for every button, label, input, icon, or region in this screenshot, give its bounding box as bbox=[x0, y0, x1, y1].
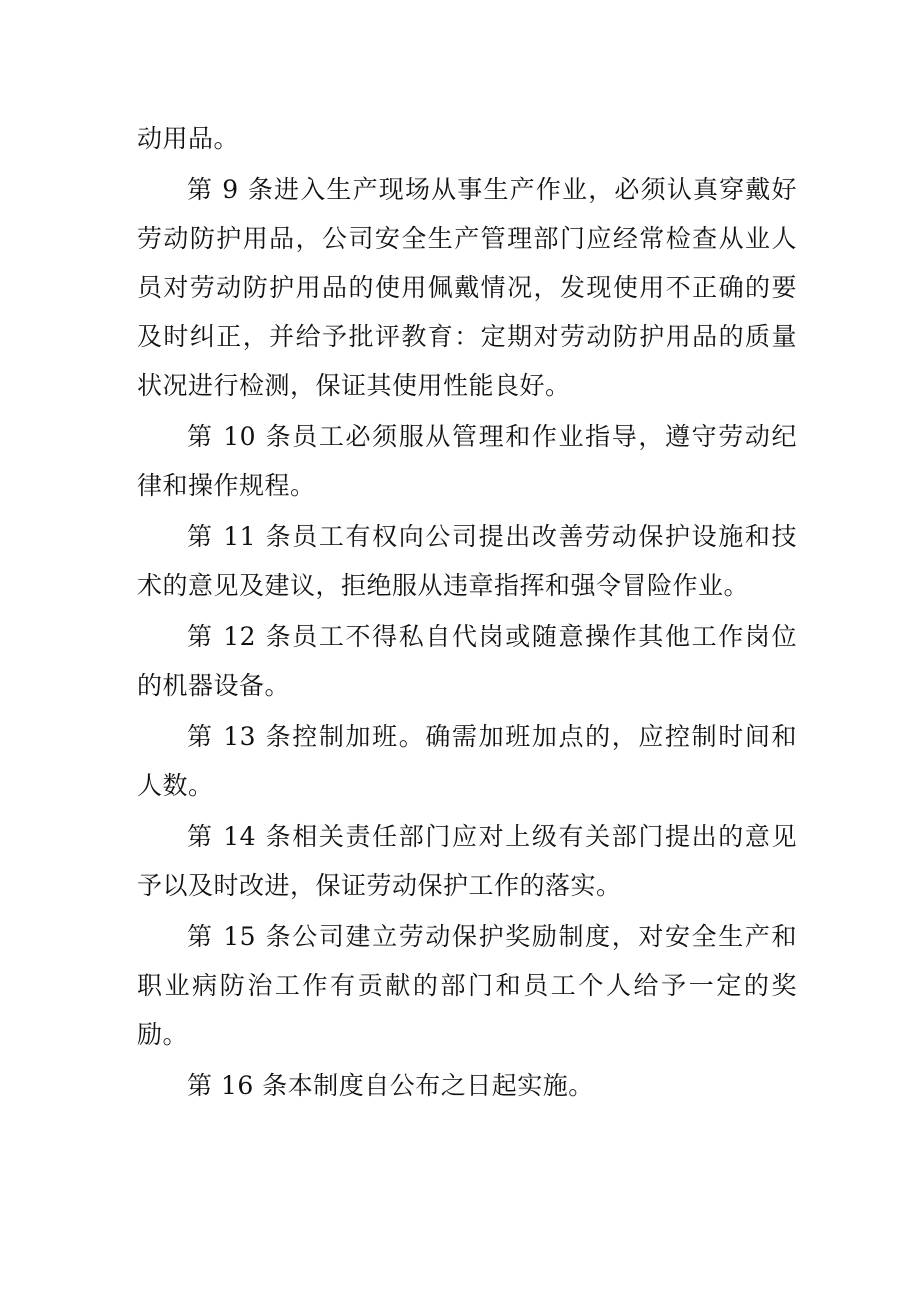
article-16: 第 16 条本制度自公布之日起实施。 bbox=[187, 1071, 594, 1100]
article-15: 第 15 条公司建立劳动保护奖励制度，对安全生产和职业病防治工作有贡献的部门和员工个人给予一定的奖励。 bbox=[137, 922, 797, 1049]
article-14: 第 14 条相关责任部门应对上级有关部门提出的意见予以及时改进，保证劳动保护工作的落实。 bbox=[137, 822, 797, 900]
article-12: 第 12 条员工不得私自代岗或随意操作其他工作岗位的机器设备。 bbox=[137, 622, 797, 700]
article-13: 第 13 条控制加班。确需加班加点的，应控制时间和人数。 bbox=[137, 722, 797, 800]
article-10: 第 10 条员工必须服从管理和作业指导，遵守劳动纪律和操作规程。 bbox=[137, 422, 797, 500]
document-body bbox=[137, 114, 797, 1112]
article-11: 第 11 条员工有权向公司提出改善劳动保护设施和技术的意见及建议，拒绝服从违章指挥和强令冒险作业。 bbox=[137, 522, 797, 600]
paragraph-continuation: 动用品。 bbox=[137, 124, 240, 153]
article-9: 第 9 条进入生产现场从事生产作业，必须认真穿戴好劳动防护用品，公司安全生产管理部门应经常检查从业人员对劳动防护用品的使用佩戴情况，发现使用不正确的要及时纠正，并给予批评教育：定期对劳动防护用品的质量状况进行检测，保证其使用性能良好。 bbox=[137, 175, 797, 400]
